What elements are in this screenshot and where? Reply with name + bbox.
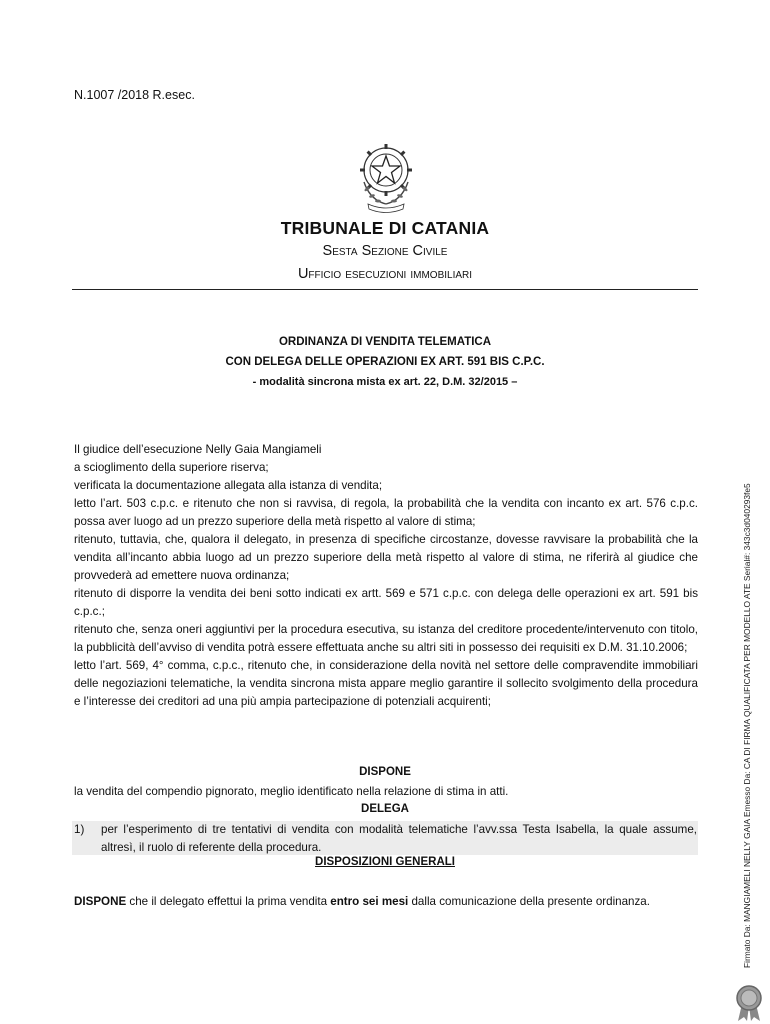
digital-signature-text: Firmato Da: MANGIAMELI NELLY GAIA Emesso Da: CA DI FIRMA QUALIFICATA PER MODELLO ATE Serial#: 343c3d040293fe5 xyxy=(742,483,752,968)
ordinance-body xyxy=(74,441,698,711)
ordinance-mode: - modalità sincrona mista ex art. 22, D.M. 32/2015 – xyxy=(252,376,518,388)
italian-republic-emblem-icon xyxy=(356,134,416,214)
dispone-heading: DISPONE xyxy=(359,766,411,778)
court-title: TRIBUNALE DI CATANIA xyxy=(280,218,490,238)
court-section: Sesta Sezione Civile xyxy=(322,243,448,259)
final-bold-dispone: DISPONE xyxy=(74,895,127,908)
body-paragraph: ritenuto che, senza oneri aggiuntivi per la procedura esecutiva, su istanza del creditore procedente/intervenuto con titolo, la pubblicità dell’avviso di vendita potrà essere effettuata anche su altri siti in possesso dei requisiti ex D.M. 31.10.2006; xyxy=(74,623,698,654)
body-paragraph: a scioglimento della superiore riserva; xyxy=(74,461,269,474)
delega-heading: DELEGA xyxy=(361,803,409,815)
list-item xyxy=(72,821,698,855)
list-number: 1) xyxy=(74,823,85,836)
final-paragraph xyxy=(74,893,698,911)
final-bold-deadline: entro sei mesi xyxy=(330,895,409,908)
ordinance-title: ORDINANZA DI VENDITA TELEMATICA xyxy=(278,336,492,348)
final-text-2: dalla comunicazione della presente ordinanza. xyxy=(408,895,650,908)
vendita-line: la vendita del compendio pignorato, meglio identificato nella relazione di stima in atti. xyxy=(74,785,509,798)
general-provisions-heading: DISPOSIZIONI GENERALI xyxy=(315,856,455,868)
document-number: N.1007 /2018 R.esec. xyxy=(74,88,195,102)
body-paragraph: letto l’art. 569, 4° comma, c.p.c., ritenuto che, in considerazione della novità nel settore delle compravendite immobiliari delle negoziazioni telematiche, la vendita sincrona mista appare meglio garantire il sollecito svolgimento della procedura e l’interesse dei creditori ad una più ampia partecipazione di potenziali acquirenti; xyxy=(74,659,698,708)
final-text-1: che il delegato effettui la prima vendita xyxy=(126,895,331,908)
ordinance-subtitle: CON DELEGA DELLE OPERAZIONI EX ART. 591 BIS C.P.C. xyxy=(225,356,545,368)
body-paragraph: Il giudice dell’esecuzione Nelly Gaia Mangiameli xyxy=(74,443,322,456)
ribbon-seal-icon xyxy=(732,984,766,1022)
list-text: per l’esperimento di tre tentativi di vendita con modalità telematiche l’avv.ssa Testa Isabella, la quale assume, altresì, il ruolo di referente della procedura. xyxy=(101,823,697,854)
header-divider xyxy=(72,289,698,290)
body-paragraph: ritenuto, tuttavia, che, qualora il delegato, in presenza di specifiche circostanze, dovesse ravvisare la probabilità che la vendita all’incanto abbia luogo ad un prezzo superiore della metà rispetto al valore di stima, ne riferirà al giudice che provvederà ad emettere nuova ordinanza; xyxy=(74,533,698,582)
body-paragraph: verificata la documentazione allegata alla istanza di vendita; xyxy=(74,479,383,492)
body-paragraph: letto l’art. 503 c.p.c. e ritenuto che non si ravvisa, di regola, la probabilità che la vendita con incanto ex art. 576 c.p.c. possa aver luogo ad un prezzo superiore della metà rispetto al valore di stima; xyxy=(74,497,698,528)
body-paragraph: ritenuto di disporre la vendita dei beni sotto indicati ex artt. 569 e 571 c.p.c. con delega delle operazioni ex art. 591 bis c.p.c.; xyxy=(74,587,698,618)
court-office: Ufficio esecuzioni immobiliari xyxy=(297,266,473,282)
